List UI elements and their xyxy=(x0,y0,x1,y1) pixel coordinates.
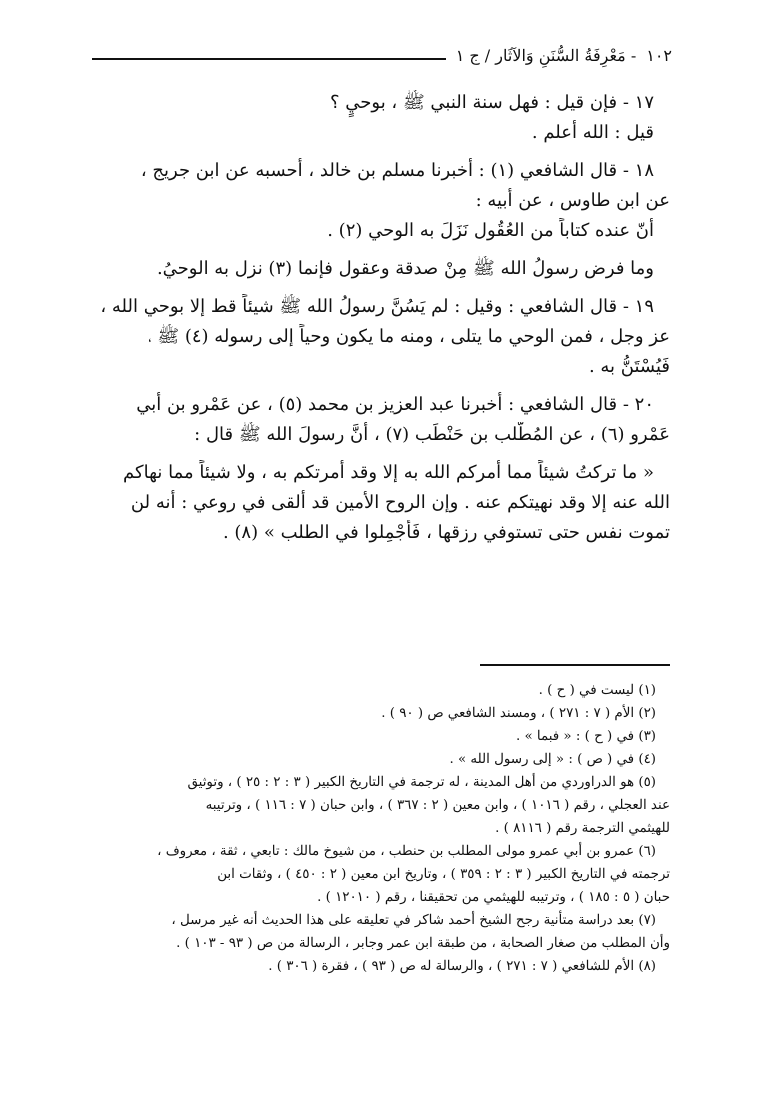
running-header xyxy=(92,46,672,65)
text-line: ٢٠ - قال الشافعي : أخبرنا عبد العزيز بن محمد (٥) ، عن عَمْرو بن أبي xyxy=(136,394,654,415)
text-line: وما فرض رسولُ الله ﷺ مِنْ صدقة وعقول فإنما (٣) نزل به الوحيُ. xyxy=(156,258,654,279)
text-line: « ما تركتُ شيئاً مما أمركم الله به إلا وقد أمرتكم به ، ولا شيئاً مما نهاكم xyxy=(123,462,654,483)
footnote-line: عند العجلي ، رقم ( ١٠١٦ ) ، وابن معين ( ٢ : ٣٦٧ ) ، وابن حبان ( ٧ : ١١٦ ) ، وترتيبه xyxy=(205,798,670,813)
footnote-line: حبان ( ٥ : ١٨٥ ) ، وترتيبه للهيثمي من تحقيقنا ، رقم ( ١٢٠١٠ ) . xyxy=(317,890,670,905)
footnote-line: (٤) في ( ص ) : « إلى رسول الله » . xyxy=(449,752,656,767)
text-line: عن ابن طاوس ، عن أبيه : xyxy=(475,190,670,211)
footnote-line: (٨) الأم للشافعي ( ٧ : ٢٧١ ) ، والرسالة له ص ( ٩٣ ) ، فقرة ( ٣٠٦ ) . xyxy=(268,959,656,974)
text-line: عز وجل ، فمن الوحي ما يتلى ، ومنه ما يكون وحياً إلى رسوله (٤) ﷺ ، xyxy=(148,326,670,347)
footnote-line: (٣) في ( ح ) : « فبما » . xyxy=(515,729,656,744)
footnote-line: (١) ليست في ( ح ) . xyxy=(538,683,656,698)
running-title: - مَعْرِفَةُ السُّنَنِ وَالآثَار / ج ١ xyxy=(455,46,637,65)
text-line: ١٩ - قال الشافعي : وقيل : لم يَسُنَّ رسولُ الله ﷺ شيئاً قط إلا بوحي الله ، xyxy=(100,296,654,317)
page-number: ١٠٢ xyxy=(646,46,672,65)
text-line: عَمْرو (٦) ، عن المُطّلب بن حَنْطَب (٧) ، أنَّ رسولَ الله ﷺ قال : xyxy=(194,424,670,445)
footnote-line: (٧) بعد دراسة متأنية رجح الشيخ أحمد شاكر في تعليقه على هذا الحديث أنه غير مرسل ، xyxy=(171,913,656,928)
text-line: أنّ عنده كتاباً من العُقُول نَزَلَ به الوحي (٢) . xyxy=(327,220,654,241)
text-line: ١٧ - فإن قيل : فهل سنة النبي ﷺ ، بوحيٍ ؟ xyxy=(330,92,654,113)
text-line: ١٨ - قال الشافعي (١) : أخبرنا مسلم بن خالد ، أحسبه عن ابن جريج ، xyxy=(140,160,654,181)
text-line: تموت نفس حتى تستوفي رزقها ، فَأَجْمِلوا في الطلب » (٨) . xyxy=(222,522,670,543)
footnote-line: (٦) عمرو بن أبي عمرو مولى المطلب بن حنطب ، من شيوخ مالك : تابعي ، ثقة ، معروف ، xyxy=(157,844,656,859)
footnote-line: (٢) الأم ( ٧ : ٢٧١ ) ، ومسند الشافعي ص ( ٩٠ ) . xyxy=(381,706,656,721)
footnote-line: ترجمته في التاريخ الكبير ( ٣ : ٢ : ٣٥٩ ) ، وتاريخ ابن معين ( ٢ : ٤٥٠ ) ، وثقات ابن xyxy=(217,867,670,882)
text-line: الله عنه إلا وقد نهيتكم عنه . وإن الروح الأمين قد ألقى في روعي : أنه لن xyxy=(130,492,670,513)
main-text xyxy=(84,90,670,550)
header-rule xyxy=(92,58,446,60)
footnote-line: (٥) هو الدراوردي من أهل المدينة ، له ترجمة في التاريخ الكبير ( ٣ : ٢ : ٢٥ ) ، وتوثيق xyxy=(187,775,656,790)
footnote-line: وأن المطلب من صغار الصحابة ، من طبقة ابن عمر وجابر ، الرسالة من ص ( ٩٣ - ١٠٣ ) . xyxy=(176,936,670,951)
text-line: فَيُسْتَنُّ به . xyxy=(588,356,670,377)
text-line: قيل : الله أعلم . xyxy=(531,122,654,143)
footnotes xyxy=(80,680,670,979)
footnote-separator xyxy=(480,664,670,666)
footnote-line: للهيثمي الترجمة رقم ( ٨١١٦ ) . xyxy=(495,821,670,836)
